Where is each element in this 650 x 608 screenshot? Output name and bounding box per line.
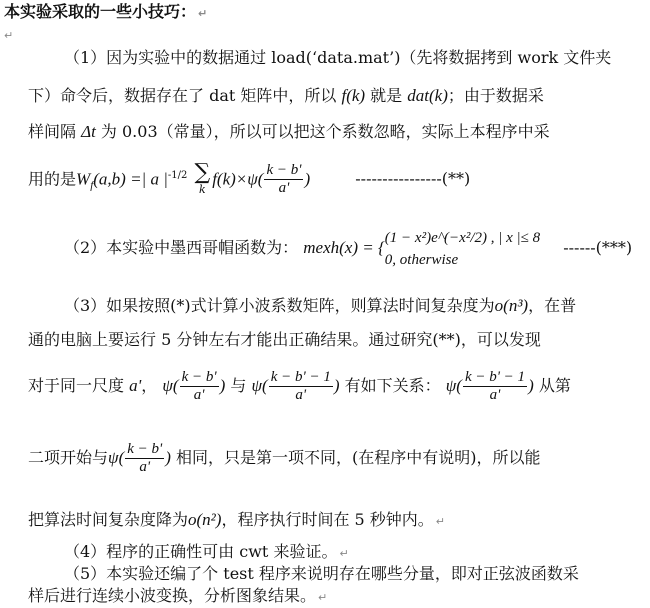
- math-w: W: [76, 169, 91, 189]
- p3-line-4: [28, 438, 541, 478]
- p1-formula-line: [28, 156, 470, 206]
- p1-line-1: [64, 48, 611, 68]
- equation-tag-2: ----------------(**): [355, 169, 471, 189]
- p3-line-3: [28, 366, 571, 406]
- fraction-numerator: k − b' − 1: [270, 369, 331, 385]
- p1-text-2a: 下）命令后，数据存在了 dat 矩阵中，所以: [28, 86, 337, 105]
- return-mark: ↵: [435, 515, 446, 528]
- return-mark: ↵: [318, 591, 328, 604]
- math-a-prime: a': [129, 376, 142, 395]
- psi-close-2: ): [333, 376, 340, 395]
- p1-text-3a: 样间隔: [28, 122, 77, 141]
- fraction-numerator: k − b': [266, 162, 302, 179]
- fraction-kb-a: [264, 162, 303, 197]
- return-mark: ↵: [198, 7, 208, 20]
- p3-line-1: [64, 296, 576, 316]
- return-mark: ↵: [4, 29, 14, 42]
- p2-line: [64, 226, 632, 271]
- math-datk: dat(k): [407, 86, 448, 105]
- sigma-glyph: ∑: [194, 159, 211, 185]
- fraction-numerator: k − b' − 1: [464, 369, 526, 385]
- mexh-lhs: mexh(x) = {: [303, 238, 385, 257]
- p5-text-1: （5）本实验还编了个 test 程序来说明存在哪些分量，即对正弦波函数采: [64, 564, 579, 583]
- fraction-denominator: a': [295, 387, 307, 403]
- p5-line-1: [64, 564, 579, 584]
- psi-open-1: ψ(: [162, 376, 179, 395]
- mexh-cases: [385, 227, 540, 271]
- sum-symbol: [194, 159, 211, 197]
- p4-text: （4）程序的正确性可由 cwt 来验证。: [64, 542, 338, 561]
- p5-text-2: 样后进行连续小波变换，分析图象结果。: [28, 586, 317, 605]
- p3-text-3b: ，: [141, 376, 158, 395]
- p3-text-3d: 有如下关系：: [344, 376, 441, 395]
- fraction-numerator: k − b': [181, 369, 217, 385]
- p3-text-2: 通的电脑上要运行 5 分钟左右才能出正确结果。通过研究(**)，可以发现: [28, 330, 541, 349]
- math-on3: o(n³): [494, 296, 529, 315]
- p3-text-3e: 从第: [538, 376, 571, 395]
- math-dt: Δt: [81, 122, 96, 141]
- fraction-denominator: a': [193, 387, 205, 403]
- title-text: 本实验采取的一些小技巧：: [4, 2, 197, 21]
- p1-text-3b: 为 0.03（常量），所以可以把这个系数忽略，实际上本程序中采: [100, 122, 550, 141]
- mexh-case-1: (1 − x²)e^(−x²/2) , | x |≤ 8: [384, 229, 541, 246]
- fraction-denominator: a': [489, 387, 501, 403]
- p3-text-4b: 相同，只是第一项不同，(在程序中有说明)，所以能: [176, 448, 541, 467]
- section-title: [4, 2, 207, 24]
- p1-line-2: [28, 86, 544, 106]
- fraction-numerator: k − b': [127, 441, 163, 457]
- p1-text-2b: 就是: [370, 86, 403, 105]
- psi-close-1: ): [219, 376, 226, 395]
- p3-text-4a: 二项开始与: [28, 448, 109, 467]
- fraction-denominator: a': [139, 459, 151, 475]
- fraction-denominator: a': [278, 180, 290, 197]
- p3-text-1a: （3）如果按照(*)式计算小波系数矩阵，则算法时间复杂度为: [64, 296, 495, 315]
- math-close: ): [304, 169, 311, 189]
- psi-close-4: ): [165, 448, 171, 467]
- fraction-4: [125, 441, 164, 476]
- p3-line-5: [28, 510, 445, 532]
- p1-text-4a: 用的是: [28, 169, 77, 189]
- p5-line-2: [28, 586, 327, 608]
- p4-line: [64, 542, 349, 564]
- math-fk: f(k): [341, 86, 366, 105]
- p2-text: （2）本实验中墨西哥帽函数为：: [64, 238, 299, 257]
- p3-text-3c: 与: [230, 376, 247, 395]
- return-mark: ↵: [339, 547, 349, 560]
- math-fk-psi: f(k)×ψ(: [212, 169, 264, 189]
- p3-text-5a: 把算法时间复杂度降为: [28, 510, 189, 529]
- fraction-2: [269, 369, 333, 404]
- p3-text-1b: ，在普: [528, 296, 577, 315]
- psi-open-4: ψ(: [108, 448, 125, 467]
- p1-text-2c: ；由于数据采: [447, 86, 544, 105]
- p3-text-5b: ，程序执行时间在 5 秒钟内。: [221, 510, 434, 529]
- math-on2: o(n²): [188, 510, 222, 529]
- math-w-args: (a,b) =| a |: [93, 169, 168, 189]
- p3-line-2: [28, 330, 541, 350]
- psi-close-3: ): [528, 376, 534, 395]
- p1-line-3: [28, 122, 550, 142]
- p1-text-1: （1）因为实验中的数据通过 load(‘data.mat’)（先将数据拷到 work 文件夹: [64, 48, 612, 67]
- mexh-case-2: 0, otherwise: [384, 251, 459, 268]
- sigma-index: k: [198, 182, 206, 196]
- p3-text-3a: 对于同一尺度: [28, 376, 125, 395]
- psi-open-2: ψ(: [251, 376, 268, 395]
- fraction-1: [180, 369, 219, 404]
- psi-open-3: ψ(: [445, 376, 462, 395]
- math-exponent: -1/2: [167, 170, 188, 181]
- fraction-3: [463, 369, 527, 404]
- equation-tag-3: ------(***): [563, 238, 633, 257]
- math-w-sub: f: [90, 179, 94, 192]
